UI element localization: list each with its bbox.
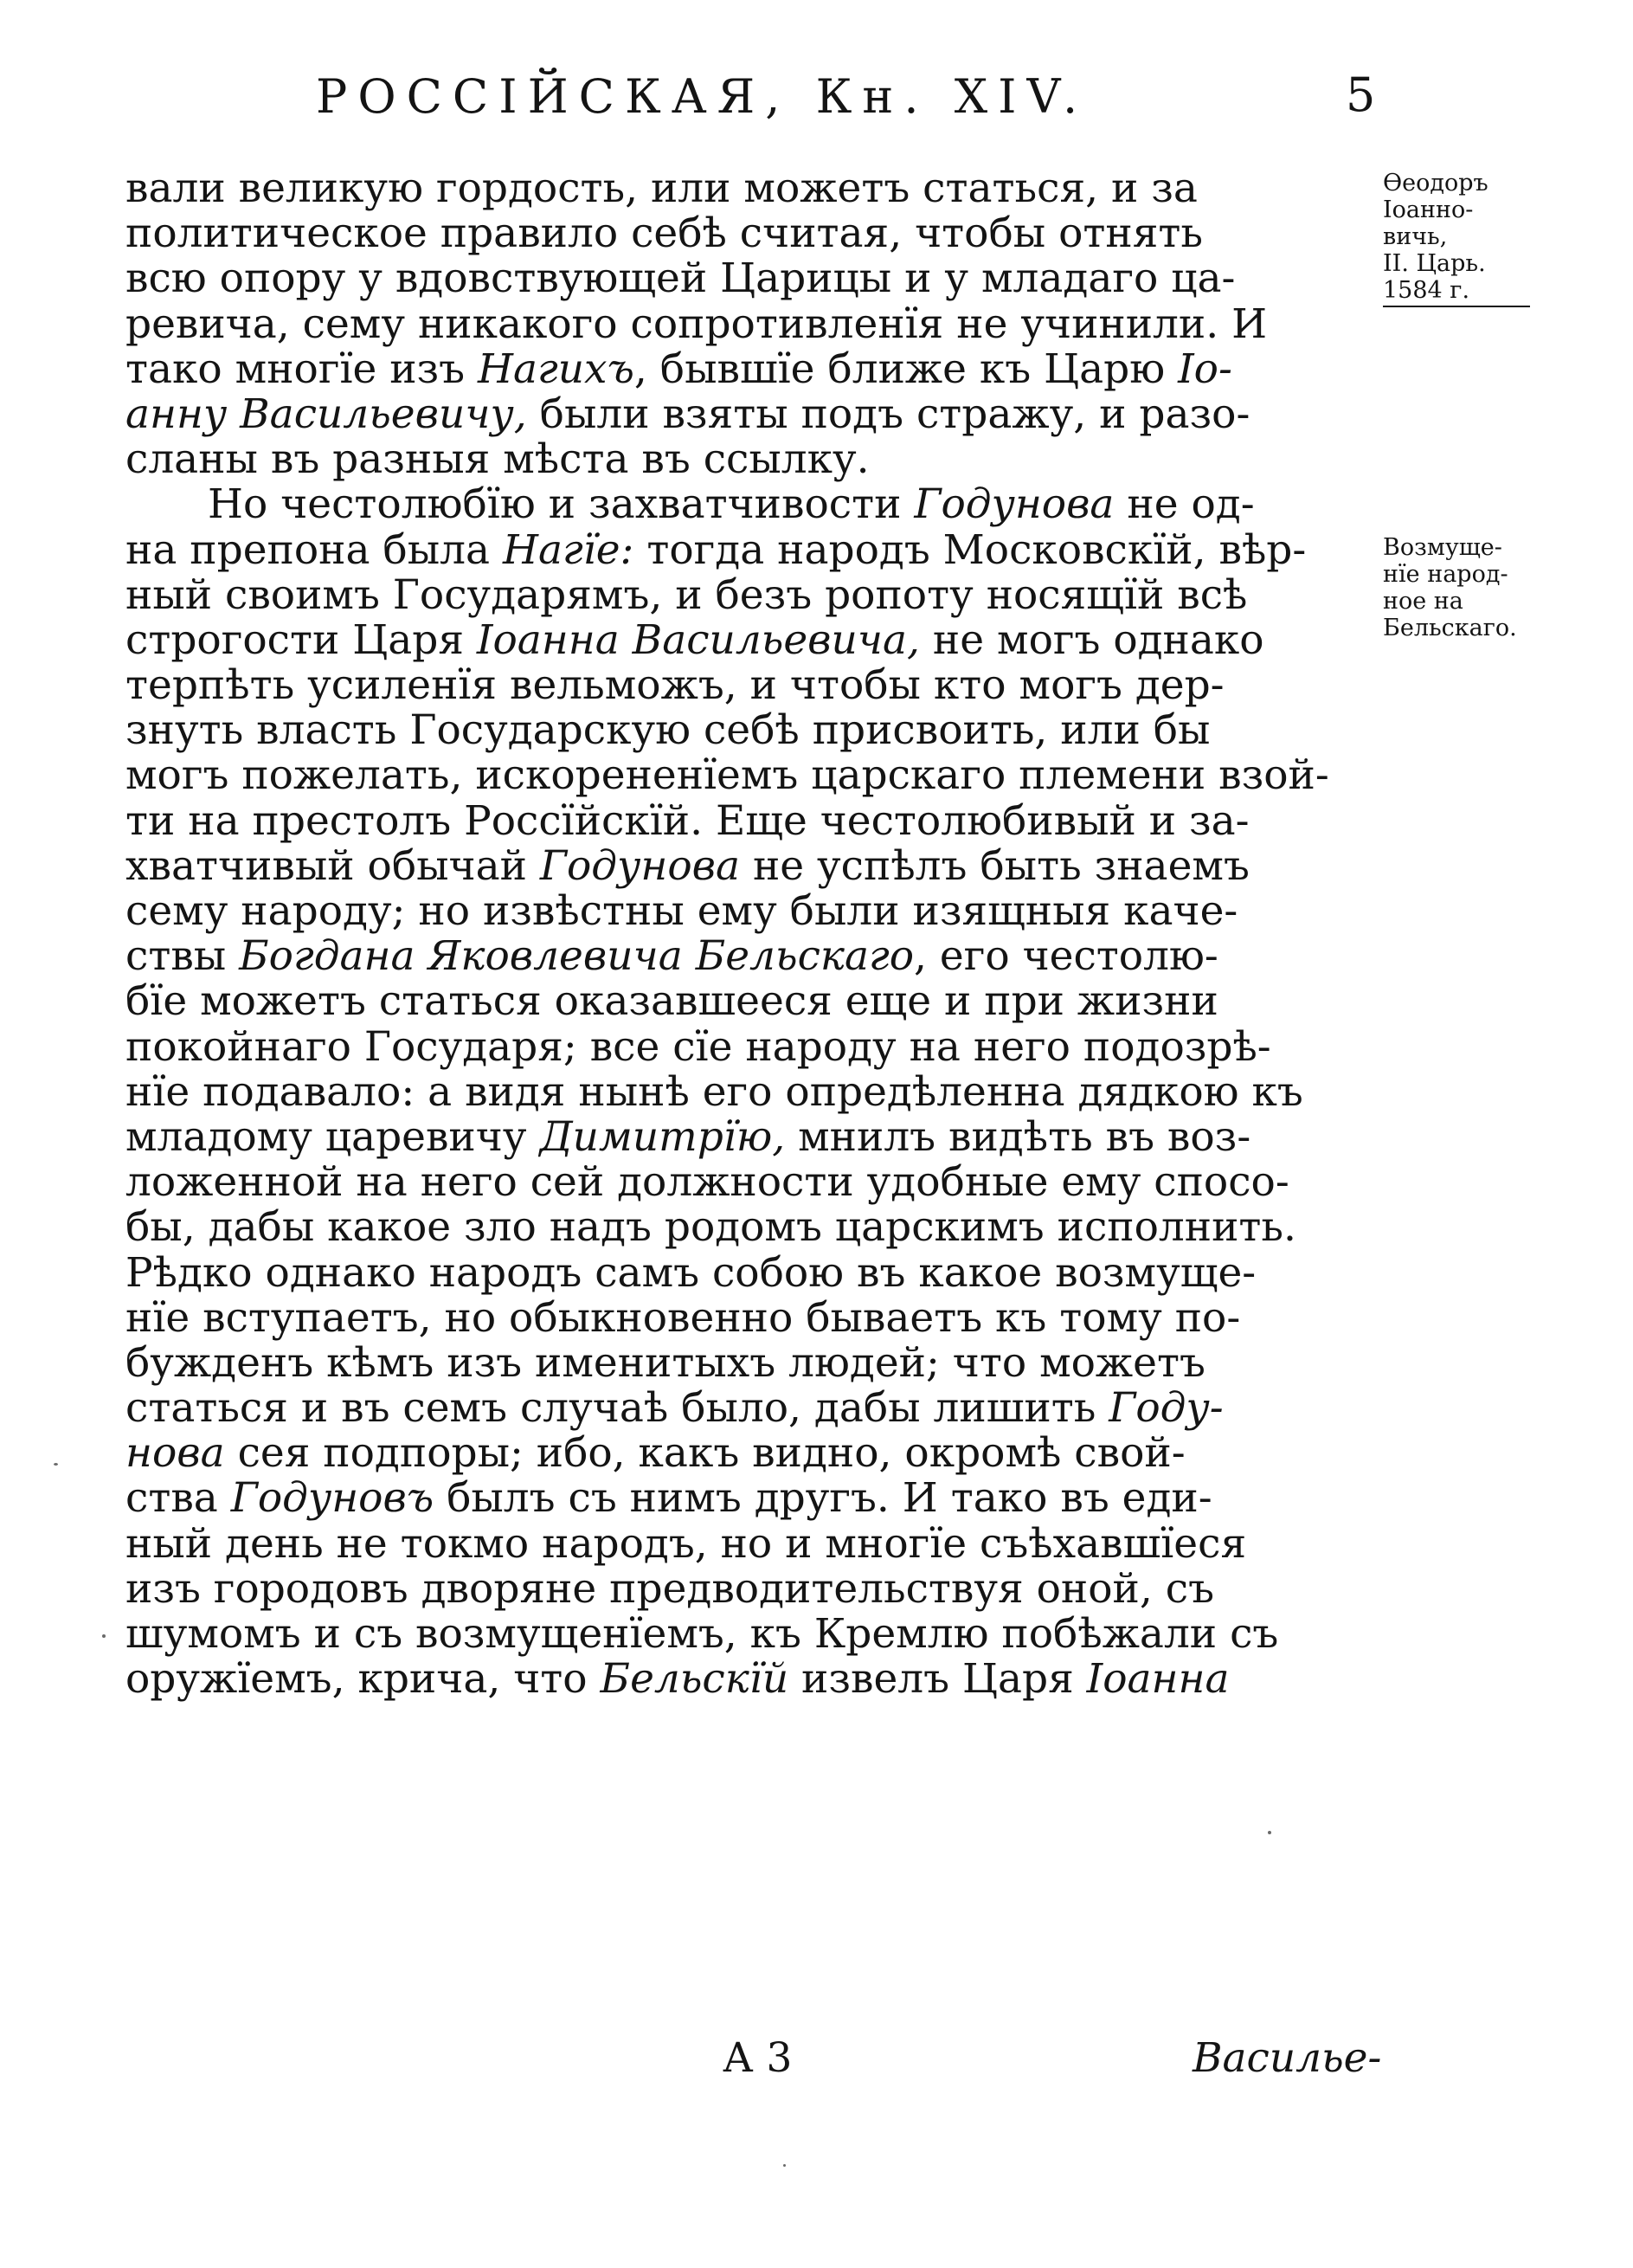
catchword: Василье- <box>1193 2034 1382 2082</box>
text-line <box>125 979 1372 1024</box>
italic-name: нова <box>125 1429 225 1478</box>
text-line <box>125 1205 1372 1250</box>
text-run: статься и въ семъ случаѣ было, дабы лишить <box>125 1384 1109 1433</box>
text-run: ложенной на него сей должности удобные ему спосо- <box>125 1158 1289 1207</box>
text-line <box>125 1248 1372 1297</box>
text-line <box>125 437 1372 482</box>
text-run: не од- <box>1114 480 1255 529</box>
text-line <box>125 525 1372 574</box>
text-line <box>125 392 1372 437</box>
scan-speck <box>783 2164 786 2167</box>
text-run: изъ городовъ дворяне предводительствуя оной, съ <box>125 1564 1214 1613</box>
marginal-note-line: Возмуще- <box>1383 534 1502 561</box>
italic-name: Году- <box>1109 1384 1224 1433</box>
text-line <box>125 1160 1372 1205</box>
text-run: тогда народъ Московскїй, вѣр- <box>633 525 1307 574</box>
text-line <box>125 1476 1372 1521</box>
italic-name: анну Васильевичу, <box>125 390 527 438</box>
text-line <box>125 347 1372 392</box>
text-run: бужденъ кѣмъ изъ именитыхъ людей; что можетъ <box>125 1338 1205 1387</box>
text-line <box>125 1338 1372 1387</box>
text-run: на препона была <box>125 525 503 574</box>
paragraph <box>125 166 1372 482</box>
text-run: оружїемъ, крича, что <box>125 1655 601 1704</box>
page-number: 5 <box>1346 68 1376 122</box>
text-line <box>125 570 1372 619</box>
italic-name: Іоанна <box>1086 1655 1230 1704</box>
text-run: знуть власть Государскую себѣ присвоить, или бы <box>125 706 1211 755</box>
text-line <box>125 934 1372 979</box>
text-run: бы, дабы какое зло надъ родомъ царскимъ исполнить. <box>125 1203 1296 1252</box>
text-line <box>125 1431 1372 1476</box>
marginal-note-line: II. Царь. <box>1383 250 1486 277</box>
text-run: вали великую гордость, или можетъ статься, и за <box>125 164 1198 212</box>
text-run: не успѣлъ быть знаемъ <box>740 841 1250 890</box>
italic-name: Іоанна Васильевича, <box>476 615 920 664</box>
text-line <box>125 615 1372 664</box>
text-run: всю опору у вдовствующей Царицы и у младаго ца- <box>125 255 1236 303</box>
signature-mark: А 3 <box>723 2034 793 2082</box>
marginal-note-line: вичь, <box>1383 223 1448 250</box>
text-run: бїе можетъ статься оказавшееся еще и при жизни <box>125 977 1218 1026</box>
italic-name: Годуновъ <box>230 1474 434 1523</box>
text-line <box>125 1657 1372 1702</box>
running-title: РОССІЙСКАЯ, Кн. XIV. <box>316 69 1089 124</box>
italic-name: Годунова <box>539 841 740 890</box>
text-run: тако многїе изъ <box>125 345 479 393</box>
text-run: ревича, сему никакого сопротивленїя не учинили. И <box>125 300 1268 348</box>
text-run: нїе вступаетъ, но обыкновенно бываетъ къ тому по- <box>125 1293 1241 1342</box>
italic-name: Димитрїю, <box>539 1112 786 1161</box>
text-run: ти на престолъ Россїйскїй. Еще честолюбивый и за- <box>125 796 1250 845</box>
text-run: сланы въ разныя мѣста въ ссылку. <box>125 435 870 484</box>
text-line <box>125 166 1372 211</box>
italic-name: Годунова <box>914 480 1115 529</box>
text-run: нїе подавало: а видя нынѣ его опредѣленна дядкою къ <box>125 1067 1303 1116</box>
text-line <box>125 708 1372 753</box>
text-line <box>125 1564 1372 1613</box>
text-run: извелъ Царя <box>788 1655 1087 1704</box>
text-run: шумомъ и съ возмущенїемъ, къ Кремлю побѣжали съ <box>125 1610 1279 1658</box>
marginal-note-line: Бельскаго. <box>1383 615 1517 641</box>
text-line <box>125 663 1372 708</box>
text-line <box>125 1112 1372 1161</box>
text-line <box>125 256 1372 301</box>
text-run: Рѣдко однако народъ самъ собою въ какое возмуще- <box>125 1248 1257 1297</box>
text-run: ный день не токмо народъ, но и многїе съѣхавшїеся <box>125 1519 1247 1568</box>
scan-speck <box>54 1463 58 1466</box>
marginal-note-line: Ѳеодоръ <box>1383 170 1488 197</box>
scan-speck <box>1268 1831 1271 1834</box>
text-line <box>125 1022 1372 1071</box>
text-line <box>125 753 1372 798</box>
text-line <box>125 889 1372 934</box>
text-run: мнилъ видѣть въ воз- <box>785 1112 1251 1161</box>
text-run: не могъ однако <box>919 615 1264 664</box>
text-line <box>125 302 1372 347</box>
italic-name: Іо- <box>1178 345 1232 393</box>
text-run: сея подпоры; ибо, какъ видно, окромѣ свой- <box>224 1429 1186 1478</box>
text-run: хватчивый обычай <box>125 841 540 890</box>
text-line <box>125 1612 1372 1657</box>
text-line <box>125 1293 1372 1342</box>
text-run: ства <box>125 1474 231 1523</box>
paragraph <box>125 482 1372 1702</box>
text-line <box>125 1067 1372 1116</box>
italic-name: Богдана Яковлевича Бельскаго <box>239 932 915 981</box>
text-line <box>125 1386 1372 1431</box>
text-run: сему народу; но извѣстны ему были изящныя каче- <box>125 887 1238 935</box>
text-run: строгости Царя <box>125 615 477 664</box>
text-line <box>125 1519 1372 1568</box>
text-run: были взяты подъ стражу, и разо- <box>526 390 1250 438</box>
marginal-note-line: нїе народ- <box>1383 561 1508 588</box>
text-run: Но честолюбїю и захватчивости <box>208 480 915 529</box>
marginal-note-line: ное на <box>1383 588 1463 615</box>
text-run: терпѣть усиленїя вельможъ, и чтобы кто могъ дер- <box>125 661 1225 710</box>
text-run: былъ съ нимъ другъ. И тако въ еди- <box>434 1474 1212 1523</box>
scan-speck <box>102 1634 106 1638</box>
text-line <box>125 482 1372 527</box>
text-run: политическое правило себѣ считая, чтобы отнять <box>125 209 1203 258</box>
italic-name: Нагїе: <box>502 525 634 574</box>
marginal-note-line: 1584 г. <box>1383 277 1470 304</box>
marginal-note-uprising <box>1383 534 1556 641</box>
text-run: , бывшїе ближе къ Царю <box>633 345 1179 393</box>
text-line <box>125 211 1372 256</box>
italic-name: Бельскїй <box>600 1655 789 1704</box>
text-run: младому царевичу <box>125 1112 540 1161</box>
italic-name: Нагихъ <box>478 345 634 393</box>
text-run: могъ пожелать, искорененїемъ царскаго племени взой- <box>125 751 1329 800</box>
marginal-note-line: Іоанно- <box>1383 197 1474 223</box>
text-line <box>125 841 1372 890</box>
text-run: , его честолю- <box>914 932 1218 981</box>
text-run: покойнаго Государя; все сїе народу на него подозрѣ- <box>125 1022 1271 1071</box>
text-run: ный своимъ Государямъ, и безъ ропоту носящїй всѣ <box>125 570 1248 619</box>
main-text-column <box>125 166 1372 1702</box>
text-line <box>125 796 1372 845</box>
text-run: ствы <box>125 932 240 981</box>
marginal-note-rule <box>1383 306 1530 307</box>
marginal-note-reign <box>1383 170 1556 307</box>
